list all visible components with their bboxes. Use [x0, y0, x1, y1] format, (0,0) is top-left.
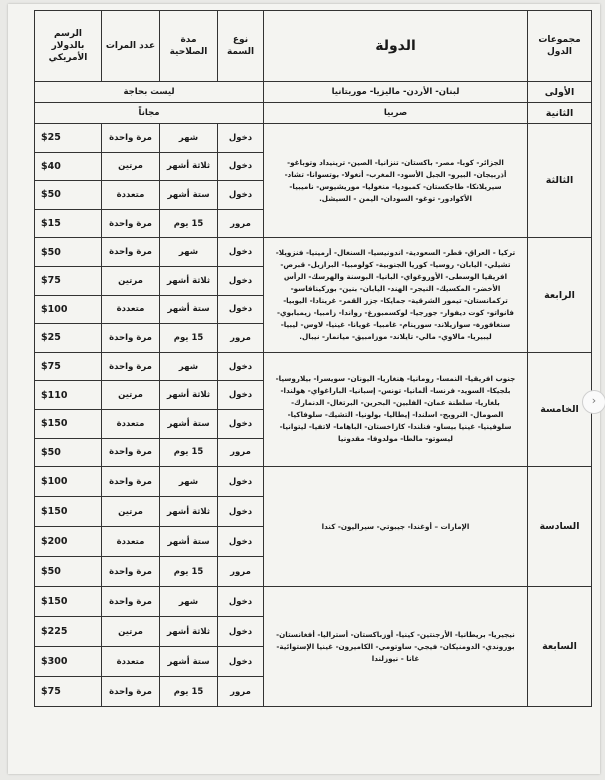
entries-cell: مرة واحدة	[102, 209, 160, 238]
visa-type-cell: مرور	[218, 557, 264, 587]
validity-cell: شهر	[160, 238, 218, 267]
header-row	[35, 11, 592, 82]
group-countries: جنوب افريقيا- النمسا- رومانيا- هنغاريا- اليونان- سويسرا- بيلاروسيا- بلجيكا- السويد- فرنسا- ألمانيا- تونس- إسبانيا- الباراغواي- هولندا- بلغاريا- سلطنة عمان- الفلبين- البحرين- البرتغال- الدنمارك- الصومال- النرويج- اسلندا- إيطاليا- بولونيا- التشيك- سلوفاكيا- سلوفينيا- غينيا بيساو- فنلندا- كازاخستان- الباهاما- لاتفيا- ليتوانيا- ليسوتو- مالطا- مولدوفا- مقدونيا	[264, 352, 528, 466]
header-visa-type: نوع السمة	[218, 11, 264, 82]
group-name: الأولى	[528, 82, 592, 103]
validity-cell: 15 يوم	[160, 557, 218, 587]
entries-cell: متعددة	[102, 409, 160, 438]
fee-cell: $75	[35, 266, 102, 295]
validity-cell: شهر	[160, 352, 218, 381]
fee-cell: $150	[35, 497, 102, 527]
fee-cell: $50	[35, 181, 102, 210]
validity-cell: شهر	[160, 587, 218, 617]
group-name: الثانية	[528, 103, 592, 124]
entries-cell: مرة واحدة	[102, 238, 160, 267]
entries-cell: مرة واحدة	[102, 324, 160, 353]
entries-cell: مرة واحدة	[102, 124, 160, 153]
entries-cell: مرتين	[102, 617, 160, 647]
fee-row	[35, 467, 592, 497]
group-countries: نيجيريا- بريطانيا- الأرجنتين- كينيا- أوزباكستان- أستراليا- أفغانستان- بوروندي- الدومنيكان- فيجي- ساوتومي- الكاميرون- غينيا الإستوائية- غانا - نيوزلندا	[264, 587, 528, 707]
validity-cell: ثلاثة أشهر	[160, 266, 218, 295]
validity-cell: ستة أشهر	[160, 181, 218, 210]
validity-cell: 15 يوم	[160, 324, 218, 353]
visa-type-cell: مرور	[218, 438, 264, 467]
group-note: ليست بحاجة	[35, 82, 264, 103]
fee-row	[35, 124, 592, 153]
fee-cell: $50	[35, 438, 102, 467]
validity-cell: 15 يوم	[160, 438, 218, 467]
group-row-2	[35, 103, 592, 124]
header-groups: مجموعات الدول	[528, 11, 592, 82]
group-name: السابعة	[528, 587, 592, 707]
group-countries: تركيا - العراق- قطر- السعودية- اندونيسيا- السنغال- أرمينيا- فنزويلا- تشيلي- اليابان- روسيا- كوريا الجنوبية- كولومبيا- البرازيل- قبرص- افريقيا الوسطى- الأوروغواي- البانيا- البوسنة والهرسك- الرأس الأخضر- المكسيك- النيجر- الهند- اليابان- بنين- بوركينافاسو- تركمانستان- تيمور الشرقية- جمايكا- جزر القمر- غرينادا- اليوبيا- فانواتو- كوت ديفوار- جورجيا- لوكسمبورغ- رواندا- زامبيا- زيمبابوي- سنغافورة- سوازيلاند- سورينام- غامبيا- غويانا- غينيا- لاوس- ليبيا- ليبيريا- مالاوي- مالي- تايلاند- موزامبيق- ميانمار- نيبال.	[264, 238, 528, 352]
group-countries: الإمارات – أوغندا- جيبوتي- سيراليون- كندا	[264, 467, 528, 587]
group-name: الخامسة	[528, 352, 592, 466]
validity-cell: ثلاثة أشهر	[160, 617, 218, 647]
visa-type-cell: دخول	[218, 617, 264, 647]
visa-type-cell: دخول	[218, 647, 264, 677]
fee-cell: $150	[35, 587, 102, 617]
fee-cell: $50	[35, 238, 102, 267]
chevron-right-icon[interactable]: ›	[582, 390, 605, 414]
entries-cell: مرة واحدة	[102, 677, 160, 707]
entries-cell: مرة واحدة	[102, 467, 160, 497]
validity-cell: 15 يوم	[160, 209, 218, 238]
fee-cell: $40	[35, 152, 102, 181]
entries-cell: مرتين	[102, 266, 160, 295]
visa-type-cell: مرور	[218, 209, 264, 238]
fee-row	[35, 587, 592, 617]
entries-cell: متعددة	[102, 647, 160, 677]
visa-type-cell: دخول	[218, 381, 264, 410]
visa-type-cell: مرور	[218, 324, 264, 353]
entries-cell: مرتين	[102, 381, 160, 410]
document-page	[8, 4, 600, 774]
validity-cell: ستة أشهر	[160, 647, 218, 677]
visa-type-cell: دخول	[218, 497, 264, 527]
fee-cell: $225	[35, 617, 102, 647]
group-row-1	[35, 82, 592, 103]
visa-type-cell: دخول	[218, 124, 264, 153]
fee-cell: $100	[35, 467, 102, 497]
fee-cell: $110	[35, 381, 102, 410]
validity-cell: ثلاثة أشهر	[160, 152, 218, 181]
validity-cell: ثلاثة أشهر	[160, 381, 218, 410]
fee-row	[35, 352, 592, 381]
group-note: مجاناً	[35, 103, 264, 124]
fee-cell: $75	[35, 677, 102, 707]
entries-cell: مرتين	[102, 152, 160, 181]
fee-cell: $150	[35, 409, 102, 438]
group-countries: لبنان- الأردن- ماليزيا- موريتانيا	[264, 82, 528, 103]
fee-cell: $15	[35, 209, 102, 238]
visa-fees-table	[34, 10, 592, 707]
visa-type-cell: دخول	[218, 181, 264, 210]
group-name: السادسة	[528, 467, 592, 587]
visa-type-cell: دخول	[218, 238, 264, 267]
group-name: الرابعة	[528, 238, 592, 352]
group-countries: الجزائر- كوبا- مصر- باكستان- تنزانيا- الصين- ترينيداد وتوباغو- أذربيجان- البيرو- الجبل الأسود- المغرب- أنغولا- بوتسوانا- تشاد- سيريلانكا- طاجكستان- كمبوديا- منغوليا- موريشيوس- ناميبيا- الأكوادور- توغو- السودان- اليمن - السيشل.	[264, 124, 528, 238]
header-fee: الرسم بالدولار الأمريكي	[35, 11, 102, 82]
validity-cell: ثلاثة أشهر	[160, 497, 218, 527]
visa-type-cell: دخول	[218, 295, 264, 324]
group-countries: صربيا	[264, 103, 528, 124]
header-entries: عدد المرات	[102, 11, 160, 82]
fee-cell: $25	[35, 124, 102, 153]
group-name: الثالثة	[528, 124, 592, 238]
fee-cell: $300	[35, 647, 102, 677]
visa-type-cell: دخول	[218, 467, 264, 497]
fee-cell: $50	[35, 557, 102, 587]
fee-cell: $200	[35, 527, 102, 557]
entries-cell: مرة واحدة	[102, 438, 160, 467]
header-validity: مدة الصلاحية	[160, 11, 218, 82]
visa-type-cell: دخول	[218, 409, 264, 438]
entries-cell: متعددة	[102, 295, 160, 324]
visa-type-cell: دخول	[218, 266, 264, 295]
validity-cell: شهر	[160, 124, 218, 153]
validity-cell: ستة أشهر	[160, 527, 218, 557]
visa-type-cell: مرور	[218, 677, 264, 707]
entries-cell: مرة واحدة	[102, 557, 160, 587]
fee-cell: $25	[35, 324, 102, 353]
entries-cell: مرة واحدة	[102, 587, 160, 617]
entries-cell: مرة واحدة	[102, 352, 160, 381]
visa-type-cell: دخول	[218, 527, 264, 557]
header-country: الدولة	[264, 11, 528, 82]
entries-cell: متعددة	[102, 181, 160, 210]
entries-cell: مرتين	[102, 497, 160, 527]
entries-cell: متعددة	[102, 527, 160, 557]
visa-type-cell: دخول	[218, 587, 264, 617]
validity-cell: شهر	[160, 467, 218, 497]
visa-type-cell: دخول	[218, 152, 264, 181]
validity-cell: ستة أشهر	[160, 409, 218, 438]
visa-type-cell: دخول	[218, 352, 264, 381]
validity-cell: ستة أشهر	[160, 295, 218, 324]
validity-cell: 15 يوم	[160, 677, 218, 707]
fee-cell: $100	[35, 295, 102, 324]
fee-row	[35, 238, 592, 267]
fee-cell: $75	[35, 352, 102, 381]
